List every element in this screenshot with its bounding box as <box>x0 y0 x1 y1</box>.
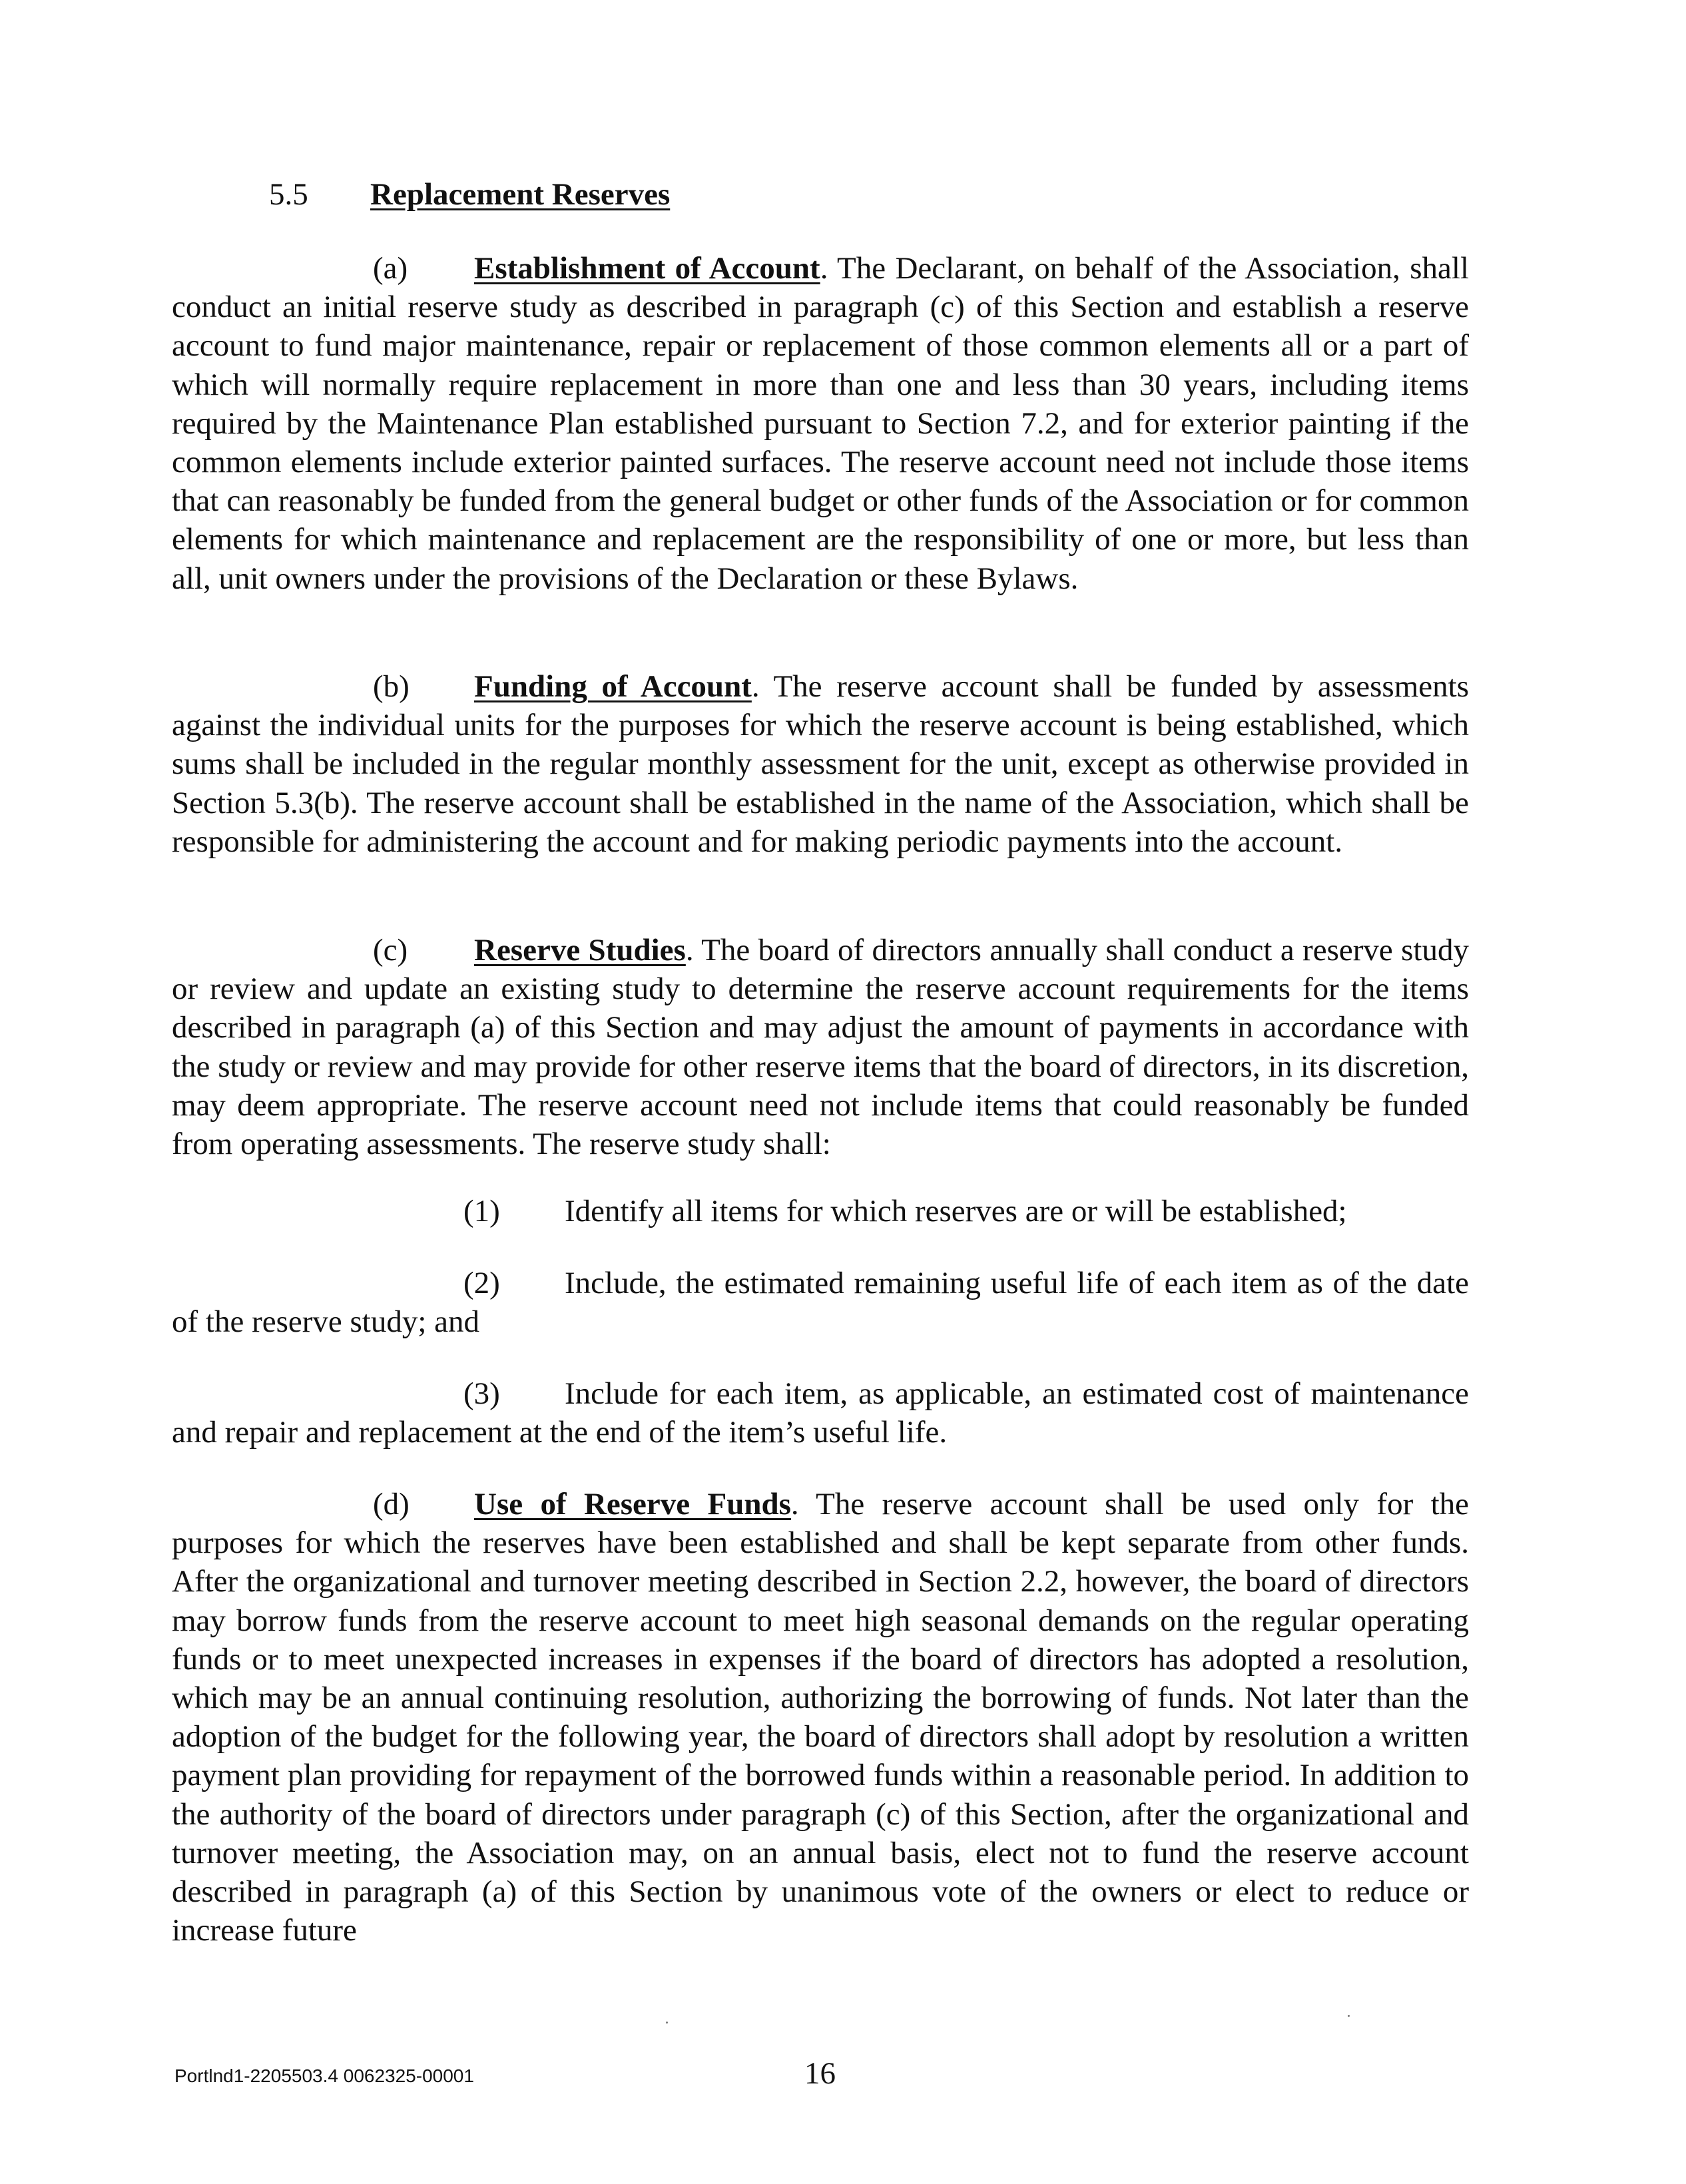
paragraph-c2 <box>172 1264 1469 1341</box>
paragraph-b-text: . The reserve account shall be funded by assessments against the individual units for the purposes for which the reserve account is being established, which sums shall be included in the regular monthly assessment for the unit, except as otherwise provided in Section 5.3(b). The reserve account shall be established in the name of the Association, which shall be responsible for administering the account and for making periodic payments into the account. <box>172 669 1469 859</box>
paragraph-c-label: (c) <box>373 933 408 967</box>
paragraph-d-title: Use of Reserve Funds <box>474 1487 791 1521</box>
paragraph-b <box>172 667 1469 861</box>
paragraph-c3 <box>172 1374 1469 1452</box>
scan-speck <box>1348 2015 1350 2017</box>
paragraph-a-title: Establishment of Account <box>474 251 820 286</box>
footer-document-id: Portlnd1-2205503.4 0062325-00001 <box>174 2065 474 2086</box>
paragraph-d <box>172 1485 1469 1950</box>
section-number: 5.5 <box>269 177 308 212</box>
paragraph-c-text: . The board of directors annually shall conduct a reserve study or review and update an existing study to determine the reserve account requirements for the items described in paragraph (a) of this Section and may adjust the amount of payments in accordance with the study or review and may provide for other reserve items that the board of directors, in its discretion, may deem appropriate. The reserve account need not include items that could reasonably be funded from operating assessments. The reserve study shall: <box>172 933 1469 1162</box>
paragraph-c2-text: Include, the estimated remaining useful life of each item as of the date of the reserve study; and <box>172 1266 1469 1340</box>
paragraph-d-label: (d) <box>373 1487 410 1521</box>
paragraph-c <box>172 931 1469 1163</box>
paragraph-a-text: . The Declarant, on behalf of the Association, shall conduct an initial reserve study as described in paragraph (c) of this Section and establish a reserve account to fund major maintenance, repair or replacement of those common elements all or a part of which will normally require replacement in more than one and less than 30 years, including items required by the Maintenance Plan established pursuant to Section 7.2, and for exterior painting if the common elements include exterior painted surfaces. The reserve account need not include those items that can reasonably be funded from the general budget or other funds of the Association or for common elements for which maintenance and replacement are the responsibility of one or more, but less than all, unit owners under the provisions of the Declaration or these Bylaws. <box>172 251 1469 596</box>
paragraph-c1-label: (1) <box>463 1194 500 1228</box>
paragraph-c1-text: Identify all items for which reserves are or will be established; <box>565 1194 1347 1228</box>
paragraph-c3-label: (3) <box>463 1376 500 1411</box>
paragraph-c2-label: (2) <box>463 1266 500 1300</box>
footer-page-number: 16 <box>804 2056 836 2091</box>
paragraph-d-text: . The reserve account shall be used only for the purposes for which the reserves have been established and shall be kept separate from other funds. After the organizational and turnover meeting described in Section 2.2, however, the board of directors may borrow funds from the reserve account to meet high seasonal demands on the regular operating funds or to meet unexpected increases in expenses if the board of directors has adopted a resolution, which may be an annual continuing resolution, authorizing the borrowing of funds. Not later than the adoption of the budget for the following year, the board of directors shall adopt by resolution a written payment plan providing for repayment of the borrowed funds within a reasonable period. In addition to the authority of the board of directors under paragraph (c) of this Section, after the organizational and turnover meeting, the Association may, on an annual basis, elect not to fund the reserve account described in paragraph (a) of this Section by unanimous vote of the owners or elect to reduce or increase future <box>172 1487 1469 1948</box>
paragraph-b-title: Funding of Account <box>474 669 752 704</box>
paragraph-c3-text: Include for each item, as applicable, an estimated cost of maintenance and repair and replacement at the end of the item’s useful life. <box>172 1376 1469 1450</box>
scan-speck <box>666 2022 668 2024</box>
paragraph-c1 <box>172 1192 1469 1230</box>
paragraph-b-label: (b) <box>373 669 410 704</box>
section-title: Replacement Reserves <box>370 177 671 212</box>
paragraph-c-title: Reserve Studies <box>474 933 686 967</box>
paragraph-a <box>172 249 1469 598</box>
paragraph-a-label: (a) <box>373 251 408 286</box>
section-heading <box>269 174 670 214</box>
